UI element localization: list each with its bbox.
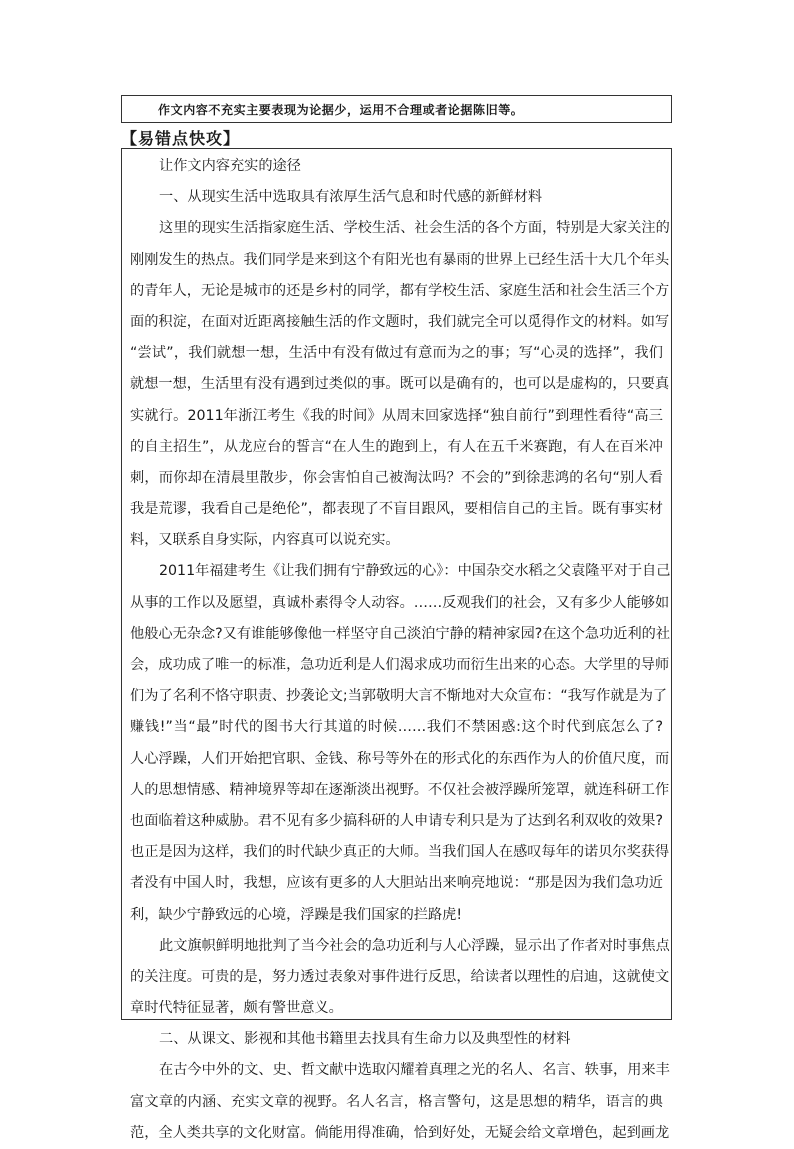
text-line: 2011年福建考生《让我们拥有宁静致远的心》：中国杂交水稻之父袁隆平对于自己: [159, 563, 671, 580]
text-line: 也面临着这种威胁。君不见有多少搞科研的人申请专利只是为了达到名利双收的效果?: [130, 812, 663, 829]
text-line: 刚刚发生的热点。我们同学是来到这个有阳光也有暴雨的世界上已经生活十大几个年头: [130, 251, 670, 268]
content-box: [121, 148, 672, 1141]
text-line: 人心浮躁，人们开始把官职、金钱、称号等外在的形式化的东西作为人的价值尺度，而: [130, 750, 670, 767]
text-line: 们为了名利不恪守职责、抄袭论文;当郭敬明大言不惭地对大众宣布：“我写作就是为了: [130, 688, 668, 705]
text-line: 者没有中国人时，我想，应该有更多的人大胆站出来响亮地说：“那是因为我们急功近: [130, 875, 663, 892]
text-line: 的关注度。可贵的是，努力透过表象对事件进行反思，给读者以理性的启迪，这就使文: [130, 968, 670, 985]
intro-text: 作文内容不充实主要表现为论据少，运用不合理或者论据陈旧等。: [158, 103, 524, 117]
text-line: 范，全人类共享的文化财富。倘能用得准确，恰到好处，无疑会给文章增色，起到画龙: [130, 1124, 670, 1141]
text-line: 刺，而你却在清晨里散步，你会害怕自己被淘汰吗？不会的”到徐悲鸿的名句“别人看: [130, 469, 663, 486]
text-line: 人的思想情感、精神境界等却在逐渐淡出视野。不仅社会被浮躁所笼罩，就连科研工作: [130, 781, 670, 798]
text-line: 让作文内容充实的途径: [159, 158, 301, 174]
text-line: 我是荒谬，我看自己是绝伦”，都表现了不盲目跟风，要相信自己的主旨。既有事实材: [130, 501, 663, 518]
text-line: 的自主招生”，从龙应台的誓言“在人生的跑到上，有人在五千米赛跑，有人在百米冲: [130, 438, 663, 455]
text-line: 从事的工作以及愿望，真诚朴素得令人动容。……反观我们的社会，又有多少人能够如: [130, 594, 670, 611]
text-line: 此文旗帜鲜明地批判了当今社会的急功近利与人心浮躁，显示出了作者对时事焦点: [159, 937, 670, 954]
text-line: 实就行。2011年浙江考生《我的时间》从周末回家选择“独自前行”到理性看待“高三: [130, 407, 663, 424]
text-line: 富文章的内涵、充实文章的视野。名人名言，格言警句，这是思想的精华，语言的典: [130, 1093, 663, 1110]
text-line: 就想一想，生活里有没有遇到过类似的事。既可以是确有的，也可以是虚构的，只要真: [130, 376, 670, 393]
intro-box: [121, 95, 672, 123]
text-line: 料，又联系自身实际，内容真可以说充实。: [130, 532, 400, 549]
text-line: 在古今中外的文、史、哲文献中选取闪耀着真理之光的名人、名言、轶事，用来丰: [159, 1062, 670, 1079]
text-line: 也正是因为这样，我们的时代缺少真正的大师。当我们国人在感叹每年的诺贝尔奖获得: [130, 844, 670, 861]
text-line: 利，缺少宁静致远的心境，浮躁是我们国家的拦路虎!: [130, 906, 463, 923]
text-line: 二、从课文、影视和其他书籍里去找具有生命力以及典型性的材料: [159, 1031, 571, 1048]
text-line: 一、从现实生活中选取具有浓厚生活气息和时代感的新鲜材料: [159, 189, 543, 206]
text-line: 会，成功成了唯一的标准，急功近利是人们渴求成功而衍生出来的心态。大学里的导师: [130, 657, 670, 673]
content-body: [130, 151, 671, 1149]
text-line: 这里的现实生活指家庭生活、学校生活、社会生活的各个方面，特别是大家关注的: [159, 220, 670, 237]
section-title: 【易错点快攻】: [121, 129, 241, 148]
text-line: 的青年人，无论是城市的还是乡村的同学，都有学校生活、家庭生活和社会生活三个方: [130, 282, 670, 299]
text-line: 面的积淀，在面对近距离接触生活的作文题时，我们就完全可以觅得作文的材料。如写: [130, 313, 670, 330]
text-line: 章时代特征显著，颇有警世意义。: [130, 1000, 343, 1017]
text-line: “尝试”，我们就想一想，生活中有没有做过有意而为之的事；写“心灵的选择”，我们: [130, 345, 663, 362]
text-line: 赚钱!”当“最”时代的图书大行其道的时候……我们不禁困惑:这个时代到底怎么了?: [130, 719, 663, 736]
text-line: 他般心无杂念?又有谁能够像他一样坚守自己淡泊宁静的精神家园?在这个急功近利的社: [130, 625, 671, 642]
